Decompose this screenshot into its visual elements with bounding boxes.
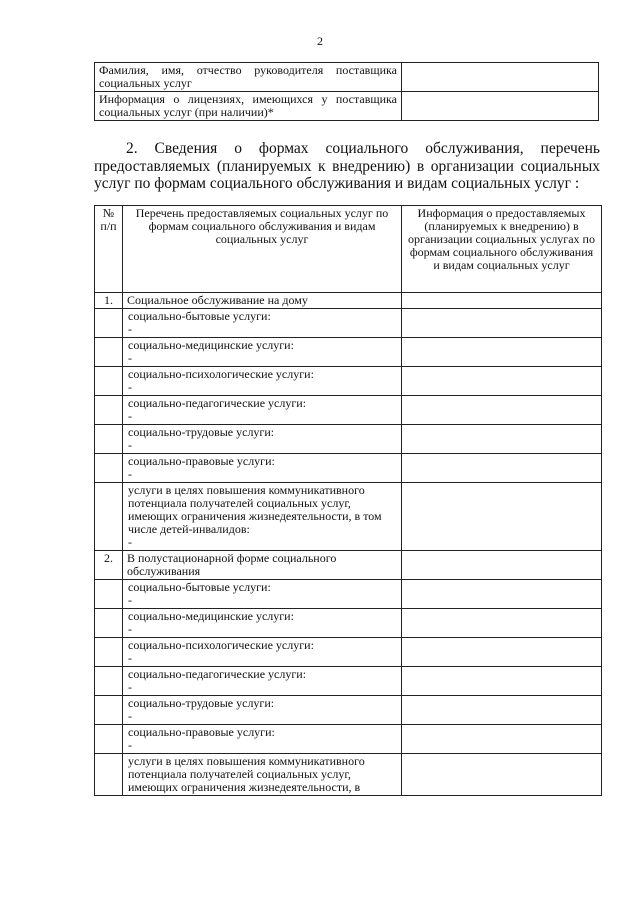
supplier-info-table bbox=[94, 62, 599, 121]
services-table-body bbox=[95, 206, 602, 796]
service-info-cell bbox=[402, 367, 602, 396]
service-item bbox=[123, 667, 402, 696]
table-row bbox=[95, 454, 602, 483]
service-info-cell bbox=[402, 483, 602, 551]
item-number-cell bbox=[95, 725, 123, 754]
service-item-dash: - bbox=[128, 535, 132, 549]
service-info-cell bbox=[402, 754, 602, 796]
item-number-cell bbox=[95, 667, 123, 696]
service-item bbox=[123, 396, 402, 425]
service-item bbox=[123, 725, 402, 754]
licenses-label: Информация о лицензиях, имеющихся у поставщика социальных услуг (при наличии)* bbox=[95, 92, 402, 121]
services-table bbox=[94, 205, 602, 796]
section-number: 1. bbox=[95, 293, 123, 309]
service-info-cell bbox=[402, 338, 602, 367]
service-item-dash: - bbox=[128, 322, 132, 336]
section-number: 2. bbox=[95, 551, 123, 580]
item-number-cell bbox=[95, 396, 123, 425]
service-item-label: социально-трудовые услуги: bbox=[128, 425, 275, 439]
service-item-label: социально-правовые услуги: bbox=[128, 725, 275, 739]
service-item bbox=[123, 454, 402, 483]
table-row bbox=[95, 309, 602, 338]
table-header-row bbox=[95, 206, 602, 293]
table-row bbox=[95, 725, 602, 754]
service-item-label: социально-бытовые услуги: bbox=[128, 309, 271, 323]
item-number-cell bbox=[95, 425, 123, 454]
table-row bbox=[95, 483, 602, 551]
service-item-label: социально-психологические услуги: bbox=[128, 367, 314, 381]
service-item-dash: - bbox=[128, 622, 132, 636]
service-info-cell bbox=[402, 580, 602, 609]
item-number-cell bbox=[95, 609, 123, 638]
service-item bbox=[123, 367, 402, 396]
table-row bbox=[95, 696, 602, 725]
service-item-dash: - bbox=[128, 680, 132, 694]
service-item bbox=[123, 425, 402, 454]
service-info-cell bbox=[402, 425, 602, 454]
service-item-label: социально-медицинские услуги: bbox=[128, 609, 294, 623]
service-item-label: социально-педагогические услуги: bbox=[128, 396, 307, 410]
service-item-dash: - bbox=[128, 438, 132, 452]
section-title: Социальное обслуживание на дому bbox=[123, 293, 402, 309]
service-item bbox=[123, 309, 402, 338]
service-item bbox=[123, 696, 402, 725]
table-row bbox=[95, 92, 599, 121]
service-item bbox=[123, 580, 402, 609]
service-item-dash: - bbox=[128, 651, 132, 665]
service-item-dash: - bbox=[128, 409, 132, 423]
service-item-dash: - bbox=[128, 593, 132, 607]
page-number: 2 bbox=[317, 34, 323, 48]
table-row bbox=[95, 667, 602, 696]
director-name-value bbox=[402, 63, 599, 92]
service-info-cell bbox=[402, 454, 602, 483]
service-item-dash: - bbox=[128, 351, 132, 365]
section-row bbox=[95, 293, 602, 309]
service-info-cell bbox=[402, 696, 602, 725]
header-services-list: Перечень предоставляемых социальных услуг по формам социального обслуживания и видам социальных услуг bbox=[123, 206, 402, 293]
service-item-dash: - bbox=[128, 738, 132, 752]
item-number-cell bbox=[95, 338, 123, 367]
service-item-dash: - bbox=[128, 467, 132, 481]
service-info-cell bbox=[402, 396, 602, 425]
service-info-cell bbox=[402, 609, 602, 638]
table-row bbox=[95, 638, 602, 667]
table-row bbox=[95, 580, 602, 609]
table-row bbox=[95, 754, 602, 796]
service-item bbox=[123, 754, 402, 796]
table-row bbox=[95, 367, 602, 396]
licenses-value bbox=[402, 92, 599, 121]
service-info-cell bbox=[402, 638, 602, 667]
service-item bbox=[123, 609, 402, 638]
service-info-cell bbox=[402, 667, 602, 696]
item-number-cell bbox=[95, 454, 123, 483]
section-info-cell bbox=[402, 293, 602, 309]
service-item-dash: - bbox=[128, 380, 132, 394]
service-item-label: услуги в целях повышения коммуникативного потенциала получателей социальных услуг, имеющих ограничения жизнедеятельности, в том числе детей-инвалидов: bbox=[128, 483, 382, 536]
service-item bbox=[123, 638, 402, 667]
service-info-cell bbox=[402, 309, 602, 338]
service-item-dash: - bbox=[128, 709, 132, 723]
service-item-label: социально-трудовые услуги: bbox=[128, 696, 275, 710]
section-title: В полустационарной форме социального обслуживания bbox=[123, 551, 402, 580]
service-item-label: услуги в целях повышения коммуникативного потенциала получателей социальных услуг, имеющих ограничения жизнедеятельности, в bbox=[128, 754, 365, 794]
section-info-cell bbox=[402, 551, 602, 580]
service-info-cell bbox=[402, 725, 602, 754]
section-row bbox=[95, 551, 602, 580]
service-item bbox=[123, 338, 402, 367]
service-item-label: социально-педагогические услуги: bbox=[128, 667, 307, 681]
item-number-cell bbox=[95, 309, 123, 338]
table-row bbox=[95, 609, 602, 638]
table-row bbox=[95, 338, 602, 367]
service-item bbox=[123, 483, 402, 551]
table-row bbox=[95, 425, 602, 454]
item-number-cell bbox=[95, 754, 123, 796]
service-item-label: социально-медицинские услуги: bbox=[128, 338, 294, 352]
service-item-label: социально-правовые услуги: bbox=[128, 454, 275, 468]
item-number-cell bbox=[95, 367, 123, 396]
service-item-label: социально-психологические услуги: bbox=[128, 638, 314, 652]
header-number: № п/п bbox=[95, 206, 123, 293]
header-services-info: Информация о предоставляемых (планируемых к внедрению) в организации социальных услугах по формам социального обслуживания и видам социальных услуг bbox=[402, 206, 602, 293]
item-number-cell bbox=[95, 696, 123, 725]
director-name-label: Фамилия, имя, отчество руководителя поставщика социальных услуг bbox=[95, 63, 402, 92]
item-number-cell bbox=[95, 483, 123, 551]
section-heading: 2. Сведения о формах социального обслуживания, перечень предоставляемых (планируемых к внедрению) в организации социальных услуг по формам социального обслуживания и видам социальных услуг : bbox=[94, 140, 600, 192]
table-row bbox=[95, 63, 599, 92]
service-item-label: социально-бытовые услуги: bbox=[128, 580, 271, 594]
table-row bbox=[95, 396, 602, 425]
item-number-cell bbox=[95, 580, 123, 609]
item-number-cell bbox=[95, 638, 123, 667]
